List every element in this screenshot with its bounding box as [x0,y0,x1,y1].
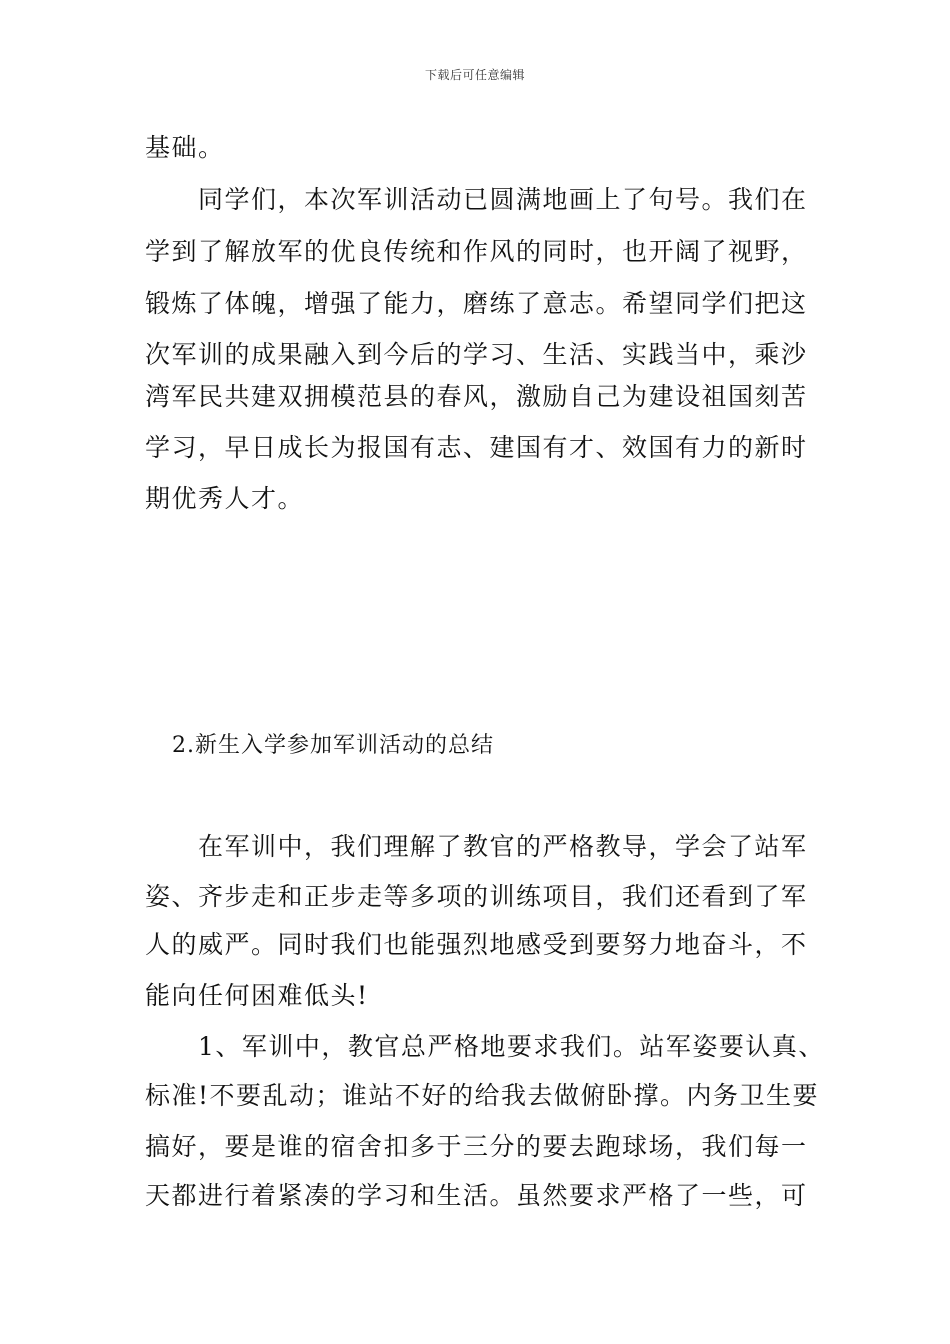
paragraph-line: 天都进行着紧凑的学习和生活。虽然要求严格了一些，可 [145,1181,808,1210]
paragraph-line: 基础。 [145,133,225,162]
paragraph-line: 姿、齐步走和正步走等多项的训练项目，我们还看到了军 [145,882,808,911]
paragraph-line: 标准!不要乱动；谁站不好的给我去做俯卧撑。内务卫生要 [145,1081,820,1110]
paragraph-line: 次军训的成果融入到今后的学习、生活、实践当中，乘沙 [145,340,808,369]
paragraph-line: 期优秀人才。 [145,484,305,513]
section-heading: 2.新生入学参加军训活动的总结 [172,733,494,758]
paragraph-line: 锻炼了体魄，增强了能力，磨练了意志。希望同学们把这 [145,289,808,318]
paragraph-line: 同学们，本次军训活动已圆满地画上了句号。我们在 [198,185,808,214]
paragraph-line: 学到了解放军的优良传统和作风的同时，也开阔了视野， [145,237,808,266]
paragraph-line: 在军训中，我们理解了教官的严格教导，学会了站军 [198,832,808,861]
paragraph-line: 能向任何困难低头! [145,981,369,1010]
paragraph-line: 1、军训中，教官总严格地要求我们。站军姿要认真、 [198,1032,825,1061]
page-header: 下载后可任意编辑 [424,68,525,82]
paragraph-line: 搞好，要是谁的宿舍扣多于三分的要去跑球场，我们每一 [145,1132,808,1161]
paragraph-line: 湾军民共建双拥模范县的春风，激励自己为建设祖国刻苦 [145,382,808,411]
paragraph-line: 学习，早日成长为报国有志、建国有才、效国有力的新时 [145,433,808,462]
paragraph-line: 人的威严。同时我们也能强烈地感受到要努力地奋斗，不 [145,930,808,959]
